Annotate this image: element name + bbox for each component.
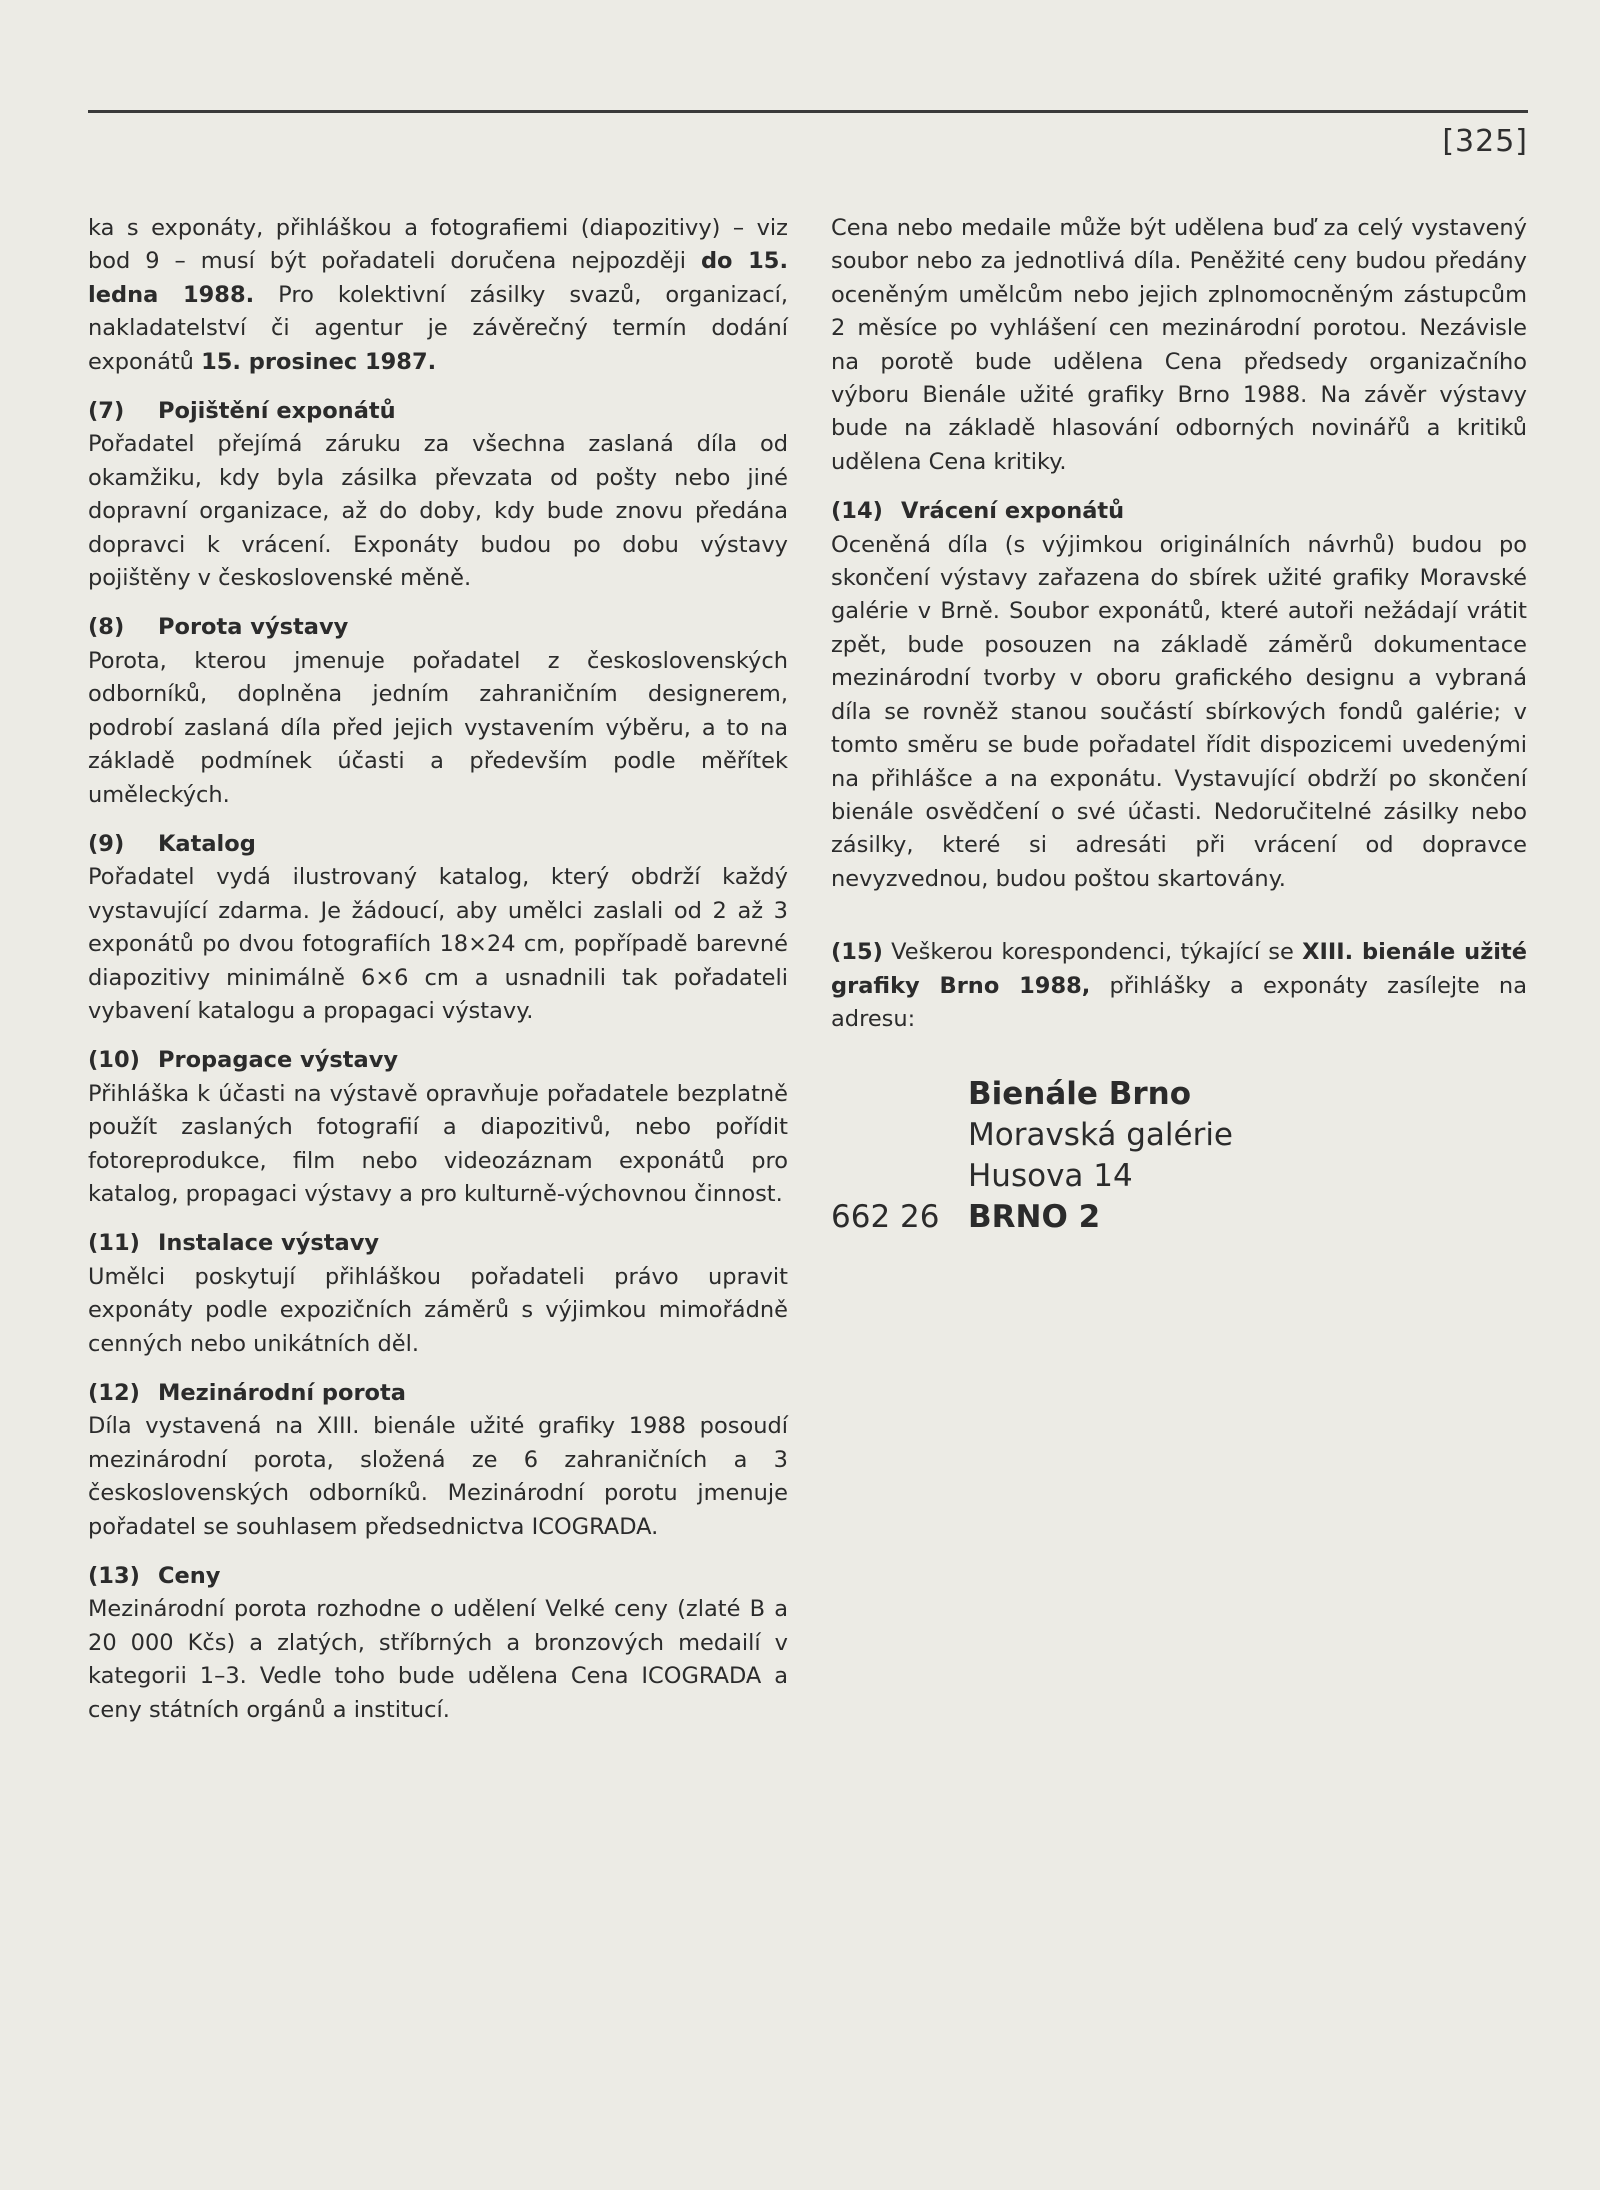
address-zip: 662 26 — [831, 1199, 940, 1236]
section-10-number: (10) — [88, 1047, 140, 1074]
section-10-text: Přihláška k účasti na výstavě opravňuje pořadatele bezplatně použít zaslaných fotografií a diapozitivů, nebo pořídit fotoreprodukce, film nebo videozáznam exponátů pro katalog, propagaci výstavy a pro kulturně-výchovnou činnost. — [88, 1080, 788, 1207]
section-12-text: Díla vystavená na XIII. bienále užité grafiky 1988 posoudí mezinárodní porota, složená ze 6 zahraničních a 3 československých odborníků. Mezinárodní porotu jmenuje pořadatel se souhlasem předsednictva ICOGRADA. — [88, 1413, 788, 1540]
section-13-title: Ceny — [158, 1563, 221, 1590]
address-street: Husova 14 — [968, 1158, 1133, 1195]
section-15-lead: Veškerou korespondenci, týkající se — [891, 939, 1303, 966]
left-column — [88, 212, 788, 1743]
address-city: BRNO 2 — [968, 1199, 1101, 1236]
section-11 — [88, 1227, 788, 1361]
section-10-heading — [88, 1044, 788, 1077]
section-13-number: (13) — [88, 1563, 140, 1590]
section-9-text: Pořadatel vydá ilustrovaný katalog, který obdrží každý vystavující zdarma. Je žádoucí, aby umělci zaslali od 2 až 3 exponátů po dvou fotografiích 18×24 cm, popřípadě barevné diapozitivy minimálně 6×6 cm a usnadnili tak pořadateli vybavení katalogu a propagaci výstavy. — [88, 864, 788, 1024]
section-13-continued-text: Cena nebo medaile může být udělena buď za celý vystavený soubor nebo za jednotlivá díla. Peněžité ceny budou předány oceněným umělcům nebo jejich zplnomocněným zástupcům 2 měsíce po vyhlášení cen mezinárodní porotou. Nezávisle na porotě bude udělena Cena předsedy organizačního výboru Bienále užité grafiky Brno 1988. Na závěr výstavy bude na základě hlasování odborných novinářů a kritiků udělena Cena kritiky. — [831, 215, 1527, 475]
address-name: Bienále Brno — [968, 1076, 1191, 1113]
section-9-number: (9) — [88, 830, 125, 857]
section-7-number: (7) — [88, 398, 125, 425]
section-8 — [88, 611, 788, 811]
section-10 — [88, 1044, 788, 1211]
spacer — [831, 912, 1527, 936]
section-15 — [831, 936, 1527, 1036]
intro-deadline-2: 15. prosinec 1987. — [201, 348, 437, 375]
section-7 — [88, 395, 788, 595]
section-7-title: Pojištění exponátů — [158, 398, 396, 425]
section-7-text: Pořadatel přejímá záruku za všechna zaslaná díla od okamžiku, kdy byla zásilka převzata od pošty nebo jiné dopravní organizace, až do doby, kdy bude znovu předána dopravci k vrácení. Exponáty budou po dobu výstavy pojištěny v československé měně. — [88, 431, 788, 592]
section-12-title: Mezinárodní porota — [158, 1380, 406, 1406]
section-8-number: (8) — [88, 614, 125, 641]
intro-paragraph — [88, 212, 788, 379]
section-7-heading — [88, 395, 788, 428]
postal-address — [831, 1074, 1527, 1238]
section-8-text: Porota, kterou jmenuje pořadatel z československých odborníků, doplněna jedním zahraničním designerem, podrobí zaslaná díla před jejich vystavením výběru, a to na základě podmínek účasti a především podle měřítek uměleckých. — [88, 647, 788, 808]
intro-text-1: ka s exponáty, přihláškou a fotografiemi (diapozitivy) – viz bod 9 – musí být pořadateli doručena nejpozději — [88, 215, 788, 275]
section-11-text: Umělci poskytují přihláškou pořadateli právo upravit exponáty podle expozičních záměrů s výjimkou mimořádně cenných nebo unikátních děl. — [88, 1263, 788, 1357]
section-13-heading — [88, 1560, 788, 1593]
header-rule — [88, 110, 1528, 113]
section-15-tail: přihlášky a exponáty zasílejte na adresu: — [831, 972, 1527, 1032]
address-city-row — [831, 1197, 1527, 1238]
page-number: [325] — [1442, 124, 1528, 159]
section-13-text: Mezinárodní porota rozhodne o udělení Velké ceny (zlaté B a 20 000 Kčs) a zlatých, stříbrných a bronzových medailí v kategorii 1–3. Vedle toho bude udělena Cena ICOGRADA a ceny státních orgánů a institucí. — [88, 1596, 788, 1723]
section-15-event: XIII. bienále užité grafiky Brno 1988, — [831, 939, 1528, 999]
section-14-title: Vrácení exponátů — [901, 498, 1125, 525]
section-10-title: Propagace výstavy — [158, 1047, 399, 1074]
section-9-heading — [88, 828, 788, 861]
section-12 — [88, 1377, 788, 1544]
section-14 — [831, 495, 1527, 896]
section-8-heading — [88, 611, 788, 644]
section-14-number: (14) — [831, 498, 883, 525]
intro-deadline-1: do 15. ledna 1988. — [88, 248, 788, 308]
section-13-continued — [831, 212, 1527, 479]
section-13 — [88, 1560, 788, 1727]
right-column — [831, 212, 1527, 1238]
section-14-heading — [831, 495, 1527, 528]
address-institution: Moravská galérie — [968, 1117, 1233, 1154]
section-9 — [88, 828, 788, 1028]
section-11-number: (11) — [88, 1230, 140, 1257]
section-15-number: (15) — [831, 939, 883, 966]
section-9-title: Katalog — [158, 830, 256, 857]
section-12-heading — [88, 1377, 788, 1410]
section-8-title: Porota výstavy — [158, 614, 349, 641]
section-11-title: Instalace výstavy — [158, 1230, 380, 1257]
section-12-number: (12) — [88, 1380, 140, 1406]
section-11-heading — [88, 1227, 788, 1260]
intro-text-2: Pro kolektivní zásilky svazů, organizací, nakladatelství či agentur je závěrečný termín dodání exponátů — [88, 281, 788, 375]
section-14-text: Oceněná díla (s výjimkou originálních návrhů) budou po skončení výstavy zařazena do sbírek užité grafiky Moravské galérie v Brně. Soubor exponátů, které autoři nežádají vrátit zpět, bude posouzen na základě záměrů dokumentace mezinárodní tvorby v oboru grafického designu a vybraná díla se rovněž stanou součástí sbírkových fondů galérie; v tomto směru se bude pořadatel řídit dispozicemi uvedenými na přihlášce a na exponátu. Vystavující obdrží po skončení bienále osvědčení o své účasti. Nedoručitelné zásilky nebo zásilky, které si adresáti při vrácení od dopravce nevyzvednou, budou poštou skartovány. — [831, 531, 1527, 892]
